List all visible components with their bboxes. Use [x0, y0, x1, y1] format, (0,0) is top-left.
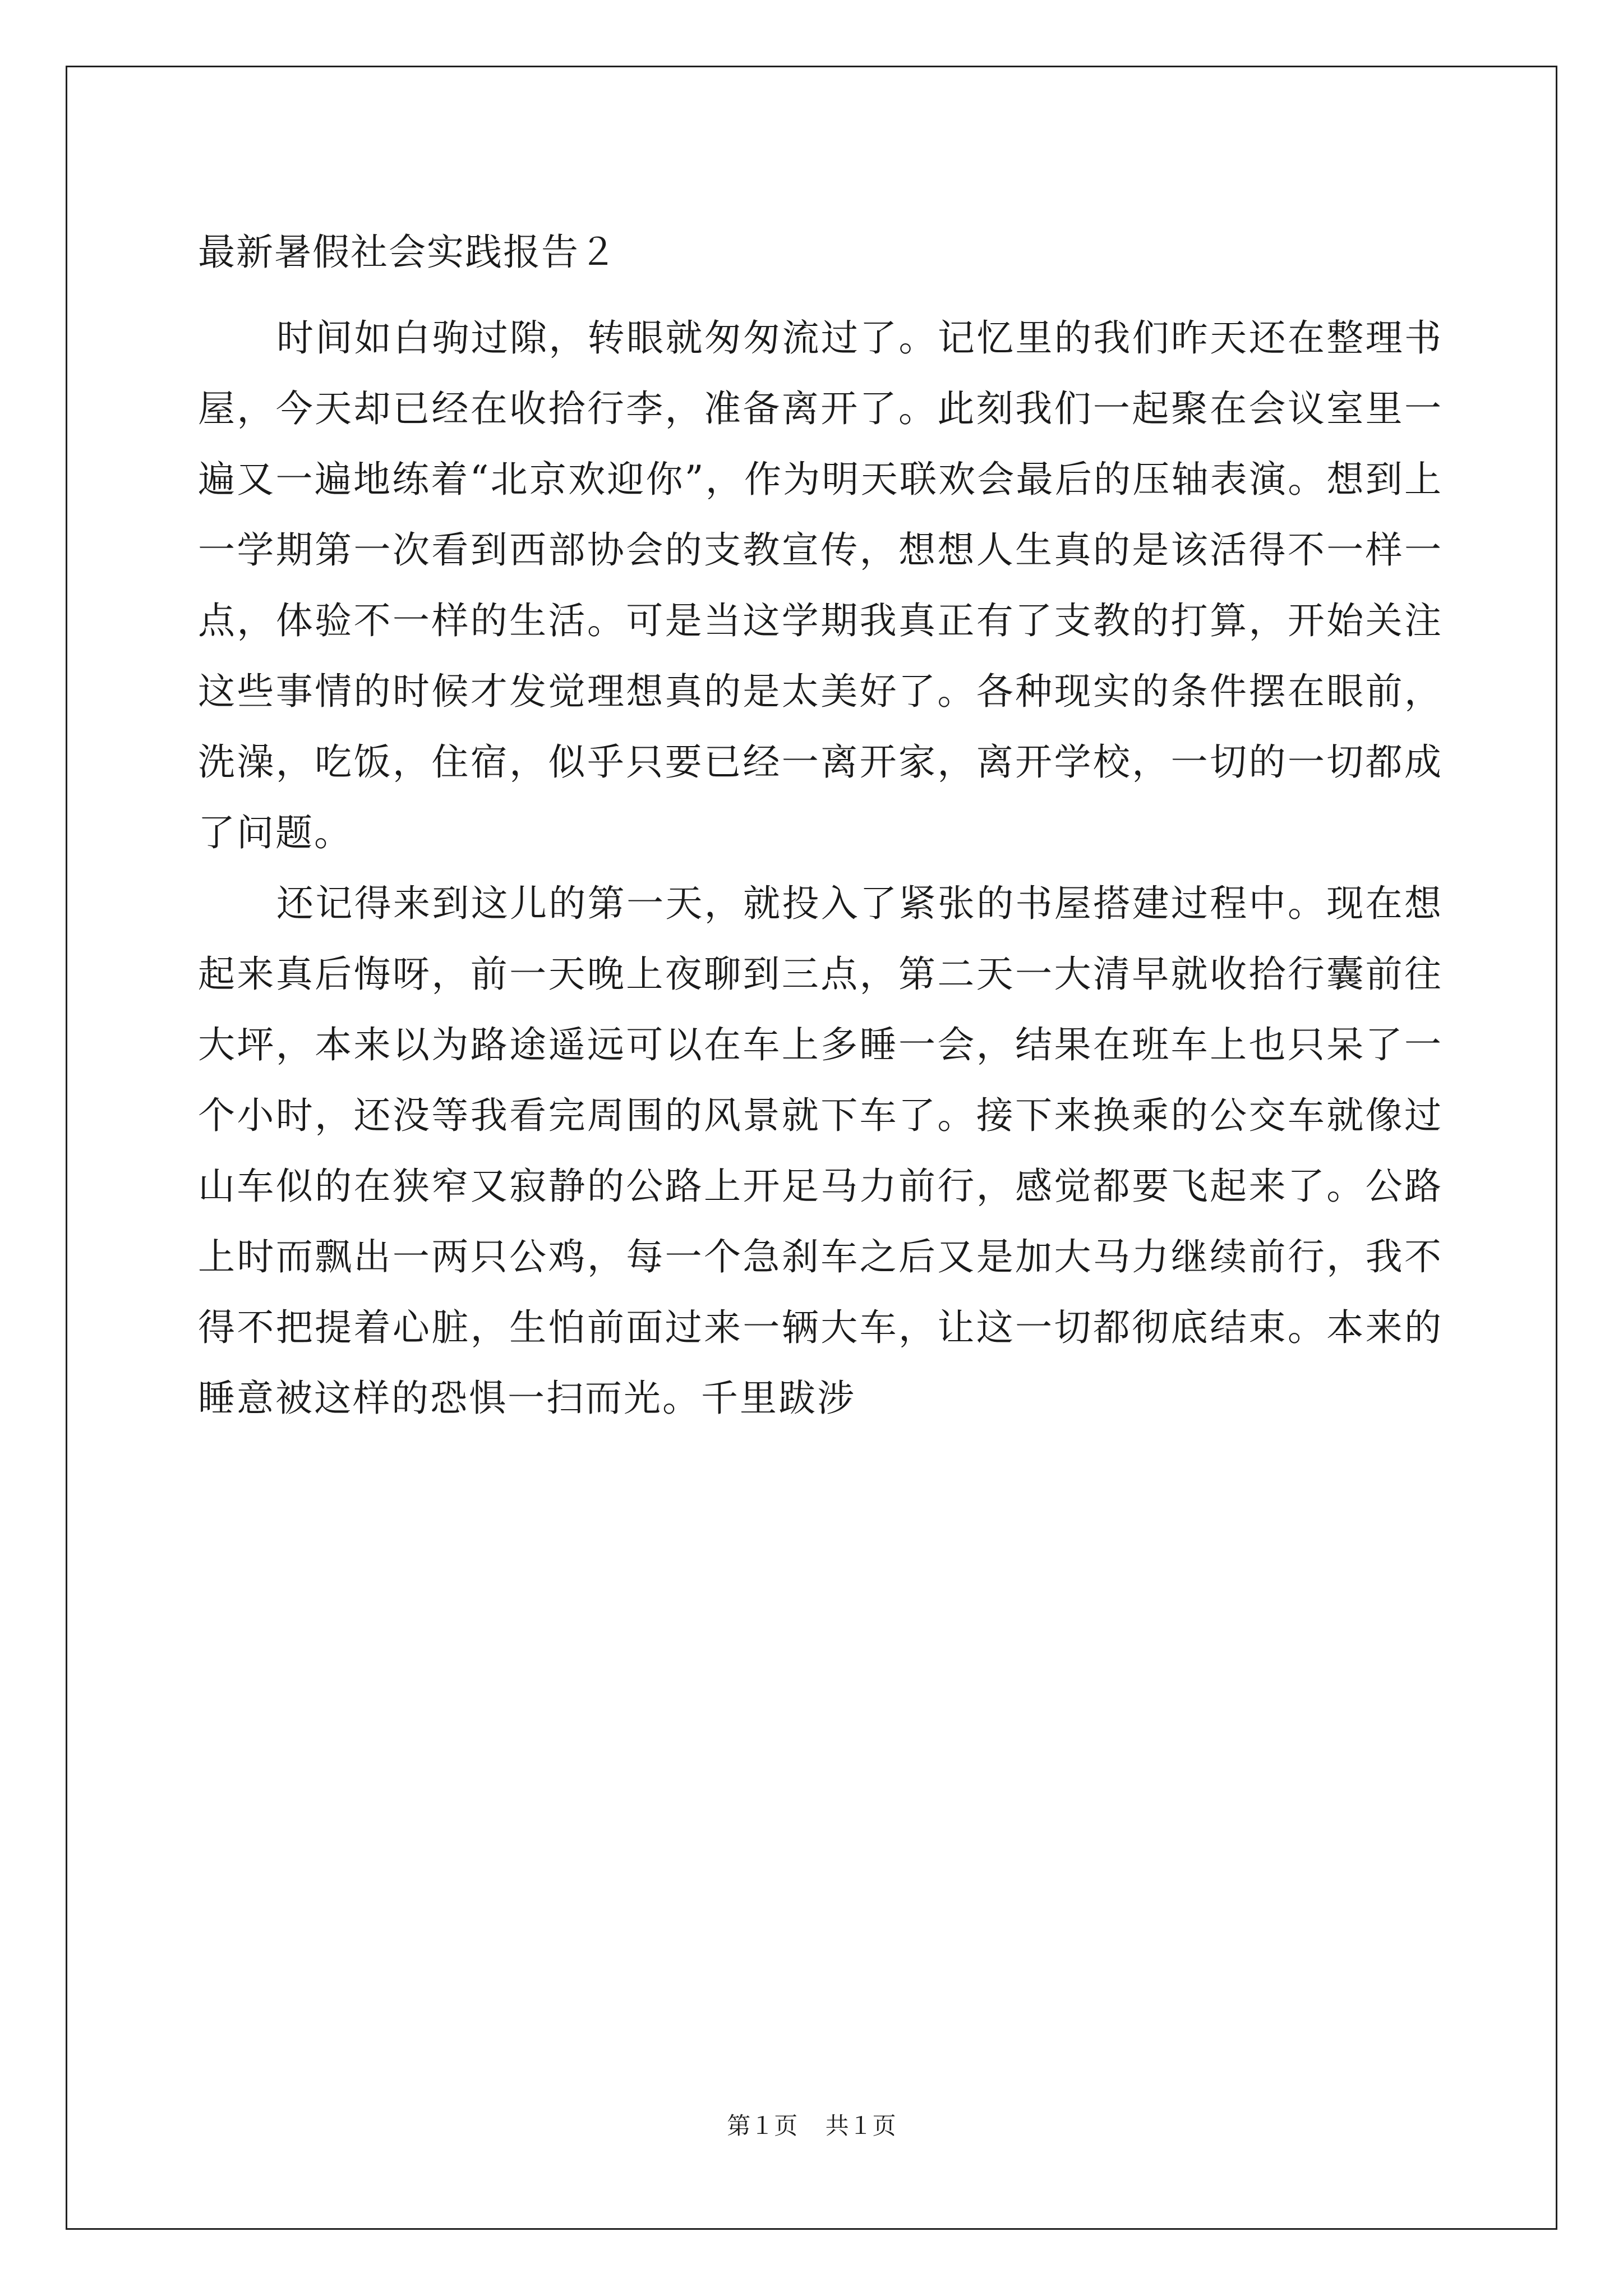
page-number: 第１页: [727, 2112, 798, 2139]
paragraph-1: 时间如白驹过隙，转眼就匆匆流过了。记忆里的我们昨天还在整理书屋，今天却已经在收拾行李，准备离开了。此刻我们一起聚在会议室里一遍又一遍地练着“北京欢迎你”，作为明天联欢会最后的压轴表演。想到上一学期第一次看到西部协会的支教宣传，想想人生真的是该活得不一样一点，体验不一样的生活。可是当这学期我真正有了支教的打算，开始关注这些事情的时候才发觉理想真的是太美好了。各种现实的条件摆在眼前，洗澡，吃饭，住宿，似乎只要已经一离开家，离开学校，一切的一切都成了问题。: [198, 316, 1443, 854]
total-pages: 共１页: [825, 2112, 896, 2139]
document-title: 最新暑假社会实践报告２: [198, 231, 617, 274]
page-footer: [0, 2109, 1623, 2143]
paragraph-2: 还记得来到这儿的第一天，就投入了紧张的书屋搭建过程中。现在想起来真后悔呀，前一天晚上夜聊到三点，第二天一大清早就收拾行囊前往大坪，本来以为路途遥远可以在车上多睡一会，结果在班车上也只呆了一个小时，还没等我看完周围的风景就下车了。接下来换乘的公交车就像过山车似的在狭窄又寂静的公路上开足马力前行，感觉都要飞起来了。公路上时而飘出一两只公鸡，每一个急刹车之后又是加大马力继续前行，我不得不把提着心脏，生怕前面过来一辆大车，让这一切都彻底结束。本来的睡意被这样的恐惧一扫而光。千里跋涉: [198, 882, 1443, 1420]
document-body: [198, 224, 1443, 1434]
